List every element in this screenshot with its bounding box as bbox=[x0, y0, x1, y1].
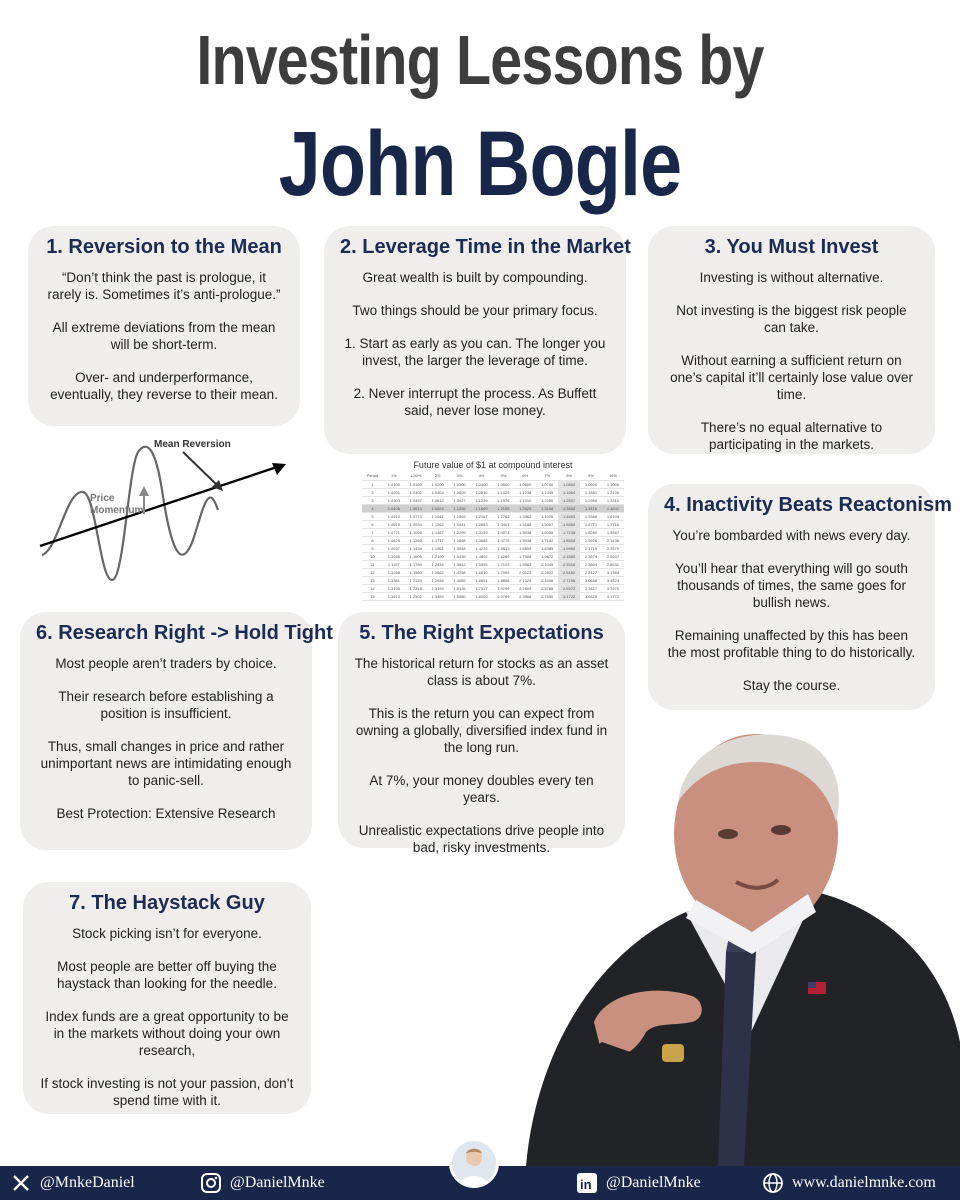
lesson-card-3 bbox=[648, 226, 935, 454]
table-cell: 14 bbox=[362, 584, 383, 592]
table-cell: 1.3048 bbox=[449, 544, 471, 552]
table-cell: 1.5036 bbox=[514, 528, 536, 536]
lesson-paragraph: Stay the course. bbox=[742, 678, 841, 693]
lesson-paragraph: Great wealth is built by compounding. bbox=[362, 270, 588, 285]
lesson-paragraph: Investing is without alternative. bbox=[699, 270, 884, 285]
table-cell: 1.5007 bbox=[536, 520, 558, 528]
table-cell: 1.2668 bbox=[449, 536, 471, 544]
table-cell: 1.0900 bbox=[580, 480, 602, 488]
table-cell: 1.9926 bbox=[580, 536, 602, 544]
table-cell: 1.0600 bbox=[514, 480, 536, 488]
lesson-paragraph: Two things should be your primary focus. bbox=[352, 303, 598, 318]
table-cell: 11 bbox=[362, 560, 383, 568]
table-row bbox=[362, 592, 624, 600]
momentum-label: Momentum bbox=[90, 505, 144, 516]
table-row bbox=[362, 504, 624, 512]
table-cell: 1.0800 bbox=[558, 480, 580, 488]
table-cell: 1.1780 bbox=[405, 560, 427, 568]
table-cell: 10 bbox=[362, 552, 383, 560]
instagram-icon bbox=[200, 1172, 222, 1194]
table-cell: 1.3310 bbox=[602, 496, 624, 504]
table-cell: 1.9990 bbox=[558, 544, 580, 552]
table-cell: 1.0100 bbox=[383, 480, 405, 488]
table-cell: 2.7590 bbox=[536, 592, 558, 600]
lesson-paragraph: Remaining unaffected by this has been the most profitable thing to do historically. bbox=[667, 628, 916, 660]
table-cell: 1.1041 bbox=[427, 512, 449, 520]
table-cell: 1.0937 bbox=[383, 544, 405, 552]
lesson-paragraph: Most people are better off buying the haystack than looking for the needle. bbox=[57, 959, 277, 991]
lesson-title: 2. Leverage Time in the Market bbox=[340, 236, 631, 258]
table-row bbox=[362, 512, 624, 520]
table-row bbox=[362, 488, 624, 496]
lesson-paragraph: Most people aren’t traders by choice. bbox=[55, 656, 277, 671]
table-cell: 1.6895 bbox=[514, 544, 536, 552]
table-cell: 2.0789 bbox=[492, 592, 514, 600]
title-line-1: Investing Lessons by bbox=[196, 21, 764, 99]
instagram-handle[interactable] bbox=[200, 1172, 325, 1194]
table-cell: 1.2682 bbox=[427, 568, 449, 576]
table-cell: 2.5804 bbox=[580, 560, 602, 568]
table-cell: 1.1268 bbox=[383, 568, 405, 576]
table-cell: 1.1717 bbox=[427, 536, 449, 544]
table-row bbox=[362, 520, 624, 528]
table-cell: 1.1249 bbox=[471, 496, 493, 504]
table-cell: 1.0200 bbox=[427, 480, 449, 488]
table-cell: 1.1699 bbox=[471, 504, 493, 512]
table-cell: 12 bbox=[362, 568, 383, 576]
table-cell: 1.0404 bbox=[427, 488, 449, 496]
table-cell: 1.0609 bbox=[449, 488, 471, 496]
lesson-card-7 bbox=[23, 882, 311, 1114]
lesson-paragraph: All extreme deviations from the mean will be short-term. bbox=[52, 320, 276, 352]
table-cell: 1.3401 bbox=[492, 520, 514, 528]
table-cell: 1.0615 bbox=[383, 520, 405, 528]
lesson-title: 7. The Haystack Guy bbox=[69, 892, 265, 914]
table-cell: 2.4098 bbox=[536, 576, 558, 584]
lesson-title: 1. Reversion to the Mean bbox=[46, 236, 282, 258]
table-cell: 1.2155 bbox=[492, 504, 514, 512]
lesson-paragraph: You’ll hear that everything will go south thousands of times, the same goes for bullish news. bbox=[675, 561, 908, 610]
table-cell: 1.1487 bbox=[427, 528, 449, 536]
table-cell: 1.0500 bbox=[492, 480, 514, 488]
table-header-cell: 10% bbox=[602, 472, 624, 480]
table-cell: 1.1262 bbox=[427, 520, 449, 528]
lesson-title: 5. The Right Expectations bbox=[359, 622, 604, 644]
table-cell: 4.1772 bbox=[602, 592, 624, 600]
table-cell: 1.8280 bbox=[580, 528, 602, 536]
table-row bbox=[362, 552, 624, 560]
table-cell: 1.1381 bbox=[383, 576, 405, 584]
table-cell: 1.1236 bbox=[514, 488, 536, 496]
table-cell: 1.7103 bbox=[492, 560, 514, 568]
table-cell: 1.4775 bbox=[492, 536, 514, 544]
table-row bbox=[362, 528, 624, 536]
table-row bbox=[362, 568, 624, 576]
lesson-paragraph: Over- and underperformance, eventually, they reverse to their mean. bbox=[50, 370, 278, 402]
table-header-cell: 9% bbox=[580, 472, 602, 480]
table-cell: 1.0700 bbox=[536, 480, 558, 488]
table-cell: 1.3605 bbox=[558, 504, 580, 512]
table-body bbox=[362, 480, 624, 600]
table-cell: 1.4693 bbox=[558, 512, 580, 520]
table-cell: 3.3417 bbox=[580, 584, 602, 592]
table-cell: 1.6105 bbox=[602, 512, 624, 520]
table-cell: 4 bbox=[362, 504, 383, 512]
table-cell: 2.3966 bbox=[514, 592, 536, 600]
table-cell: 1.1610 bbox=[383, 592, 405, 600]
lesson-card-4 bbox=[648, 484, 952, 710]
table-cell: 1.8009 bbox=[471, 592, 493, 600]
table-cell: 7 bbox=[362, 528, 383, 536]
table-cell: 1.9487 bbox=[602, 528, 624, 536]
table-row bbox=[362, 584, 624, 592]
table-cell: 1.4116 bbox=[580, 504, 602, 512]
table-cell: 1.3159 bbox=[471, 528, 493, 536]
table-cell: 1.1605 bbox=[405, 552, 427, 560]
table-cell: 1.0302 bbox=[405, 488, 427, 496]
table-header-cell: 1.50% bbox=[405, 472, 427, 480]
table-cell: 2.5182 bbox=[558, 568, 580, 576]
lesson-paragraph: 1. Start as early as you can. The longer you invest, the larger the leverage of time. bbox=[344, 336, 606, 368]
x-handle-text: @MnkeDaniel bbox=[40, 1174, 135, 1191]
table-cell: 1.3108 bbox=[536, 504, 558, 512]
table-row bbox=[362, 560, 624, 568]
table-cell: 1.2299 bbox=[449, 528, 471, 536]
table-header-cell: 8% bbox=[558, 472, 580, 480]
table-cell: 3.6425 bbox=[580, 592, 602, 600]
table-cell: 1.1951 bbox=[427, 544, 449, 552]
table-header-cell: 5% bbox=[492, 472, 514, 480]
table-cell: 1.8856 bbox=[492, 576, 514, 584]
table-cell: 1.3686 bbox=[471, 536, 493, 544]
table-cell: 1.2250 bbox=[536, 496, 558, 504]
website-text: www.danielmnke.com bbox=[792, 1174, 936, 1191]
table-cell: 1.0400 bbox=[471, 480, 493, 488]
table-cell: 5 bbox=[362, 512, 383, 520]
table-cell: 1.0773 bbox=[405, 512, 427, 520]
table-cell: 1.6010 bbox=[471, 568, 493, 576]
table-cell: 2.1719 bbox=[580, 544, 602, 552]
table-cell: 2.1049 bbox=[536, 560, 558, 568]
table-cell: 3.1722 bbox=[558, 592, 580, 600]
table-cell: 1.2434 bbox=[427, 560, 449, 568]
table-header-cell: 4% bbox=[471, 472, 493, 480]
lesson-paragraph: Best Protection: Extensive Research bbox=[56, 806, 276, 821]
table-cell: 1.0300 bbox=[449, 480, 471, 488]
table-cell: 1.4233 bbox=[471, 544, 493, 552]
lesson-title: 3. You Must Invest bbox=[704, 236, 879, 258]
table-row bbox=[362, 544, 624, 552]
table-cell: 1.5938 bbox=[514, 536, 536, 544]
table-cell: 1.1046 bbox=[383, 552, 405, 560]
table-row bbox=[362, 480, 624, 488]
table-cell: 2.1436 bbox=[602, 536, 624, 544]
table-cell: 1.2653 bbox=[471, 520, 493, 528]
table-cell: 1.1881 bbox=[580, 488, 602, 496]
table-cell: 1.2763 bbox=[492, 512, 514, 520]
table-cell: 1.2950 bbox=[580, 496, 602, 504]
john-bogle-portrait bbox=[356, 722, 960, 1166]
table-cell: 1.9672 bbox=[536, 552, 558, 560]
table-cell: 1.1000 bbox=[602, 480, 624, 488]
table-cell: 1.1960 bbox=[405, 568, 427, 576]
linkedin-handle[interactable] bbox=[576, 1172, 701, 1194]
table-cell: 1.8983 bbox=[514, 560, 536, 568]
table-cell: 1.0303 bbox=[383, 496, 405, 504]
lesson-paragraph: “Don’t think the past is prologue, it rarely is. Sometimes it’s anti-prologue.” bbox=[47, 270, 281, 302]
table-cell: 1.6771 bbox=[580, 520, 602, 528]
lesson-paragraph: Not investing is the biggest risk people can take. bbox=[676, 303, 907, 335]
table-cell: 2.2609 bbox=[514, 584, 536, 592]
table-cell: 2.3579 bbox=[602, 544, 624, 552]
table-cell: 1.5386 bbox=[580, 512, 602, 520]
table-cell: 1.8385 bbox=[536, 544, 558, 552]
table-cell: 1.0457 bbox=[405, 496, 427, 504]
table-cell: 1.4258 bbox=[449, 568, 471, 576]
table-cell: 1.1664 bbox=[558, 488, 580, 496]
table-cell: 1.0406 bbox=[383, 504, 405, 512]
table-cell: 2.1329 bbox=[514, 576, 536, 584]
table-cell: 1.4685 bbox=[449, 576, 471, 584]
table-header-cell: 7% bbox=[536, 472, 558, 480]
table-cell: 15 bbox=[362, 592, 383, 600]
table-cell: 2.3674 bbox=[580, 552, 602, 560]
table-cell: 1.1157 bbox=[383, 560, 405, 568]
table-cell: 3.0658 bbox=[580, 576, 602, 584]
table-cell: 1.0721 bbox=[383, 528, 405, 536]
mean-reversion-illustration bbox=[28, 430, 298, 590]
avatar bbox=[449, 1138, 499, 1188]
lesson-paragraph: If stock investing is not your passion, don’t spend time with it. bbox=[40, 1076, 294, 1108]
table-cell: 1.2190 bbox=[427, 552, 449, 560]
table-cell: 1.0829 bbox=[383, 536, 405, 544]
table-cell: 1.0150 bbox=[405, 480, 427, 488]
lesson-paragraph: Index funds are a great opportunity to be in the markets without doing your own research, bbox=[45, 1009, 289, 1058]
table-header-cell: 6% bbox=[514, 472, 536, 480]
lesson-paragraph: Unrealistic expectations drive people into bad, risky investments. bbox=[358, 823, 605, 855]
table-cell: 1.5513 bbox=[492, 544, 514, 552]
table-cell: 1.6651 bbox=[471, 576, 493, 584]
table-cell: 1.7317 bbox=[471, 584, 493, 592]
table-cell: 2.3316 bbox=[558, 560, 580, 568]
table-cell: 3.4523 bbox=[602, 576, 624, 584]
instagram-handle-text: @DanielMnke bbox=[230, 1174, 325, 1191]
table-cell: 1 bbox=[362, 480, 383, 488]
table-cell: 1.0824 bbox=[427, 504, 449, 512]
lesson-title: 6. Research Right -> Hold Tight bbox=[36, 622, 333, 644]
table-row bbox=[362, 536, 624, 544]
table-cell: 1.7138 bbox=[558, 528, 580, 536]
lesson-paragraph: The historical return for stocks as an asset class is about 7%. bbox=[354, 656, 609, 688]
table-cell: 1.2318 bbox=[405, 584, 427, 592]
lesson-card-6 bbox=[20, 612, 333, 850]
table-cell: 1.6058 bbox=[536, 528, 558, 536]
lesson-paragraph: This is the return you can expect from owning a globally, diversified index fund in the long run. bbox=[355, 706, 608, 755]
table-cell: 1.0614 bbox=[405, 504, 427, 512]
table-cell: 1.4641 bbox=[602, 504, 624, 512]
table-cell: 1.1098 bbox=[405, 528, 427, 536]
table-cell: 1.3842 bbox=[449, 560, 471, 568]
lesson-paragraph: Without earning a sufficient return on one’s capital it’ll certainly lose value over time. bbox=[670, 353, 913, 402]
table-cell: 1.1910 bbox=[514, 496, 536, 504]
price-label: Price bbox=[90, 493, 115, 504]
table-header-cell: 2% bbox=[427, 472, 449, 480]
table-cell: 1.1025 bbox=[492, 488, 514, 496]
table-cell: 1.1265 bbox=[405, 536, 427, 544]
table-cell: 1.1449 bbox=[536, 488, 558, 496]
table-cell: 1.1434 bbox=[405, 544, 427, 552]
table-cell: 3 bbox=[362, 496, 383, 504]
table-cell: 2.8531 bbox=[602, 560, 624, 568]
table-cell: 1.5580 bbox=[449, 592, 471, 600]
table-cell: 1.2597 bbox=[558, 496, 580, 504]
table-cell: 2.7196 bbox=[558, 576, 580, 584]
table-cell: 1.3382 bbox=[514, 512, 536, 520]
table-cell: 3.1384 bbox=[602, 568, 624, 576]
table-cell: 1.5126 bbox=[449, 584, 471, 592]
table-cell: 1.1941 bbox=[449, 520, 471, 528]
x-handle[interactable] bbox=[10, 1172, 135, 1194]
table-cell: 1.3195 bbox=[427, 584, 449, 592]
table-cell: 9 bbox=[362, 544, 383, 552]
lesson-paragraph: There’s no equal alternative to participating in the markets. bbox=[700, 420, 883, 452]
table-cell: 1.0927 bbox=[449, 496, 471, 504]
table-cell: 1.2133 bbox=[405, 576, 427, 584]
lesson-title: 4. Inactivity Beats Reactonism bbox=[664, 494, 952, 516]
table-cell: 1.2625 bbox=[514, 504, 536, 512]
table bbox=[362, 472, 624, 601]
lesson-card-1 bbox=[28, 226, 300, 426]
table-cell: 1.0934 bbox=[405, 520, 427, 528]
table-cell: 1.4071 bbox=[492, 528, 514, 536]
svg-text:in: in bbox=[580, 1177, 592, 1192]
table-cell: 1.3439 bbox=[449, 552, 471, 560]
table-cell: 2.2522 bbox=[536, 568, 558, 576]
lesson-paragraph: At 7%, your money doubles every ten years. bbox=[369, 773, 594, 805]
lesson-paragraph: Thus, small changes in price and rather unimportant news are intimidating enough to panic-sell. bbox=[40, 739, 292, 788]
table-cell: 1.1576 bbox=[492, 496, 514, 504]
lesson-paragraph: 2. Never interrupt the process. As Buffett said, never lose money. bbox=[353, 386, 597, 418]
lesson-paragraph: You’re bombarded with news every day. bbox=[672, 528, 911, 543]
table-cell: 1.2936 bbox=[427, 576, 449, 584]
table-row bbox=[362, 576, 624, 584]
table-cell: 1.5395 bbox=[471, 560, 493, 568]
table-cell: 2 bbox=[362, 488, 383, 496]
table-header-cell: Period bbox=[362, 472, 383, 480]
title-line-2: John Bogle bbox=[278, 113, 682, 215]
table-cell: 1.1255 bbox=[449, 504, 471, 512]
table-cell: 2.5785 bbox=[536, 584, 558, 592]
table-cell: 1.4026 bbox=[536, 512, 558, 520]
table-header-cell: 1% bbox=[383, 472, 405, 480]
table-cell: 1.5869 bbox=[558, 520, 580, 528]
table-cell: 1.1593 bbox=[449, 512, 471, 520]
table-cell: 1.8509 bbox=[558, 536, 580, 544]
lesson-paragraph: Stock picking isn’t for everyone. bbox=[72, 926, 262, 941]
table-cell: 2.1589 bbox=[558, 552, 580, 560]
table-title: Future value of $1 at compound interest bbox=[413, 460, 573, 470]
table-cell: 1.2100 bbox=[602, 488, 624, 496]
table-row bbox=[362, 496, 624, 504]
table-cell: 1.0510 bbox=[383, 512, 405, 520]
table-cell: 1.2502 bbox=[405, 592, 427, 600]
table-cell: 2.0122 bbox=[514, 568, 536, 576]
website-link[interactable] bbox=[762, 1172, 936, 1194]
globe-icon bbox=[762, 1172, 784, 1194]
table-cell: 1.0612 bbox=[427, 496, 449, 504]
table-header-row bbox=[362, 472, 624, 480]
mean-reversion-label: Mean Reversion bbox=[154, 439, 231, 450]
table-cell: 1.7959 bbox=[492, 568, 514, 576]
table-cell: 13 bbox=[362, 576, 383, 584]
table-cell: 1.4185 bbox=[514, 520, 536, 528]
table-cell: 1.2167 bbox=[471, 512, 493, 520]
linkedin-handle-text: @DanielMnke bbox=[606, 1174, 701, 1191]
table-cell: 1.7716 bbox=[602, 520, 624, 528]
lesson-card-2 bbox=[324, 226, 631, 454]
linkedin-icon bbox=[576, 1172, 598, 1194]
table-cell: 2.8127 bbox=[580, 568, 602, 576]
table-cell: 1.7908 bbox=[514, 552, 536, 560]
table-cell: 1.9799 bbox=[492, 584, 514, 592]
table-header-cell: 3% bbox=[449, 472, 471, 480]
table-cell: 1.0201 bbox=[383, 488, 405, 496]
table-cell: 1.1495 bbox=[383, 584, 405, 592]
compound-interest-table bbox=[362, 460, 624, 602]
table-cell: 3.7975 bbox=[602, 584, 624, 592]
lesson-paragraph: Their research before establishing a position is insufficient. bbox=[58, 689, 274, 721]
table-cell: 2.5937 bbox=[602, 552, 624, 560]
table-cell: 1.7182 bbox=[536, 536, 558, 544]
table-cell: 6 bbox=[362, 520, 383, 528]
table-cell: 2.9372 bbox=[558, 584, 580, 592]
x-logo-icon bbox=[10, 1172, 32, 1194]
table-cell: 1.0816 bbox=[471, 488, 493, 496]
table-cell: 1.4802 bbox=[471, 552, 493, 560]
table-cell: 8 bbox=[362, 536, 383, 544]
table-cell: 1.3459 bbox=[427, 592, 449, 600]
table-cell: 1.6289 bbox=[492, 552, 514, 560]
